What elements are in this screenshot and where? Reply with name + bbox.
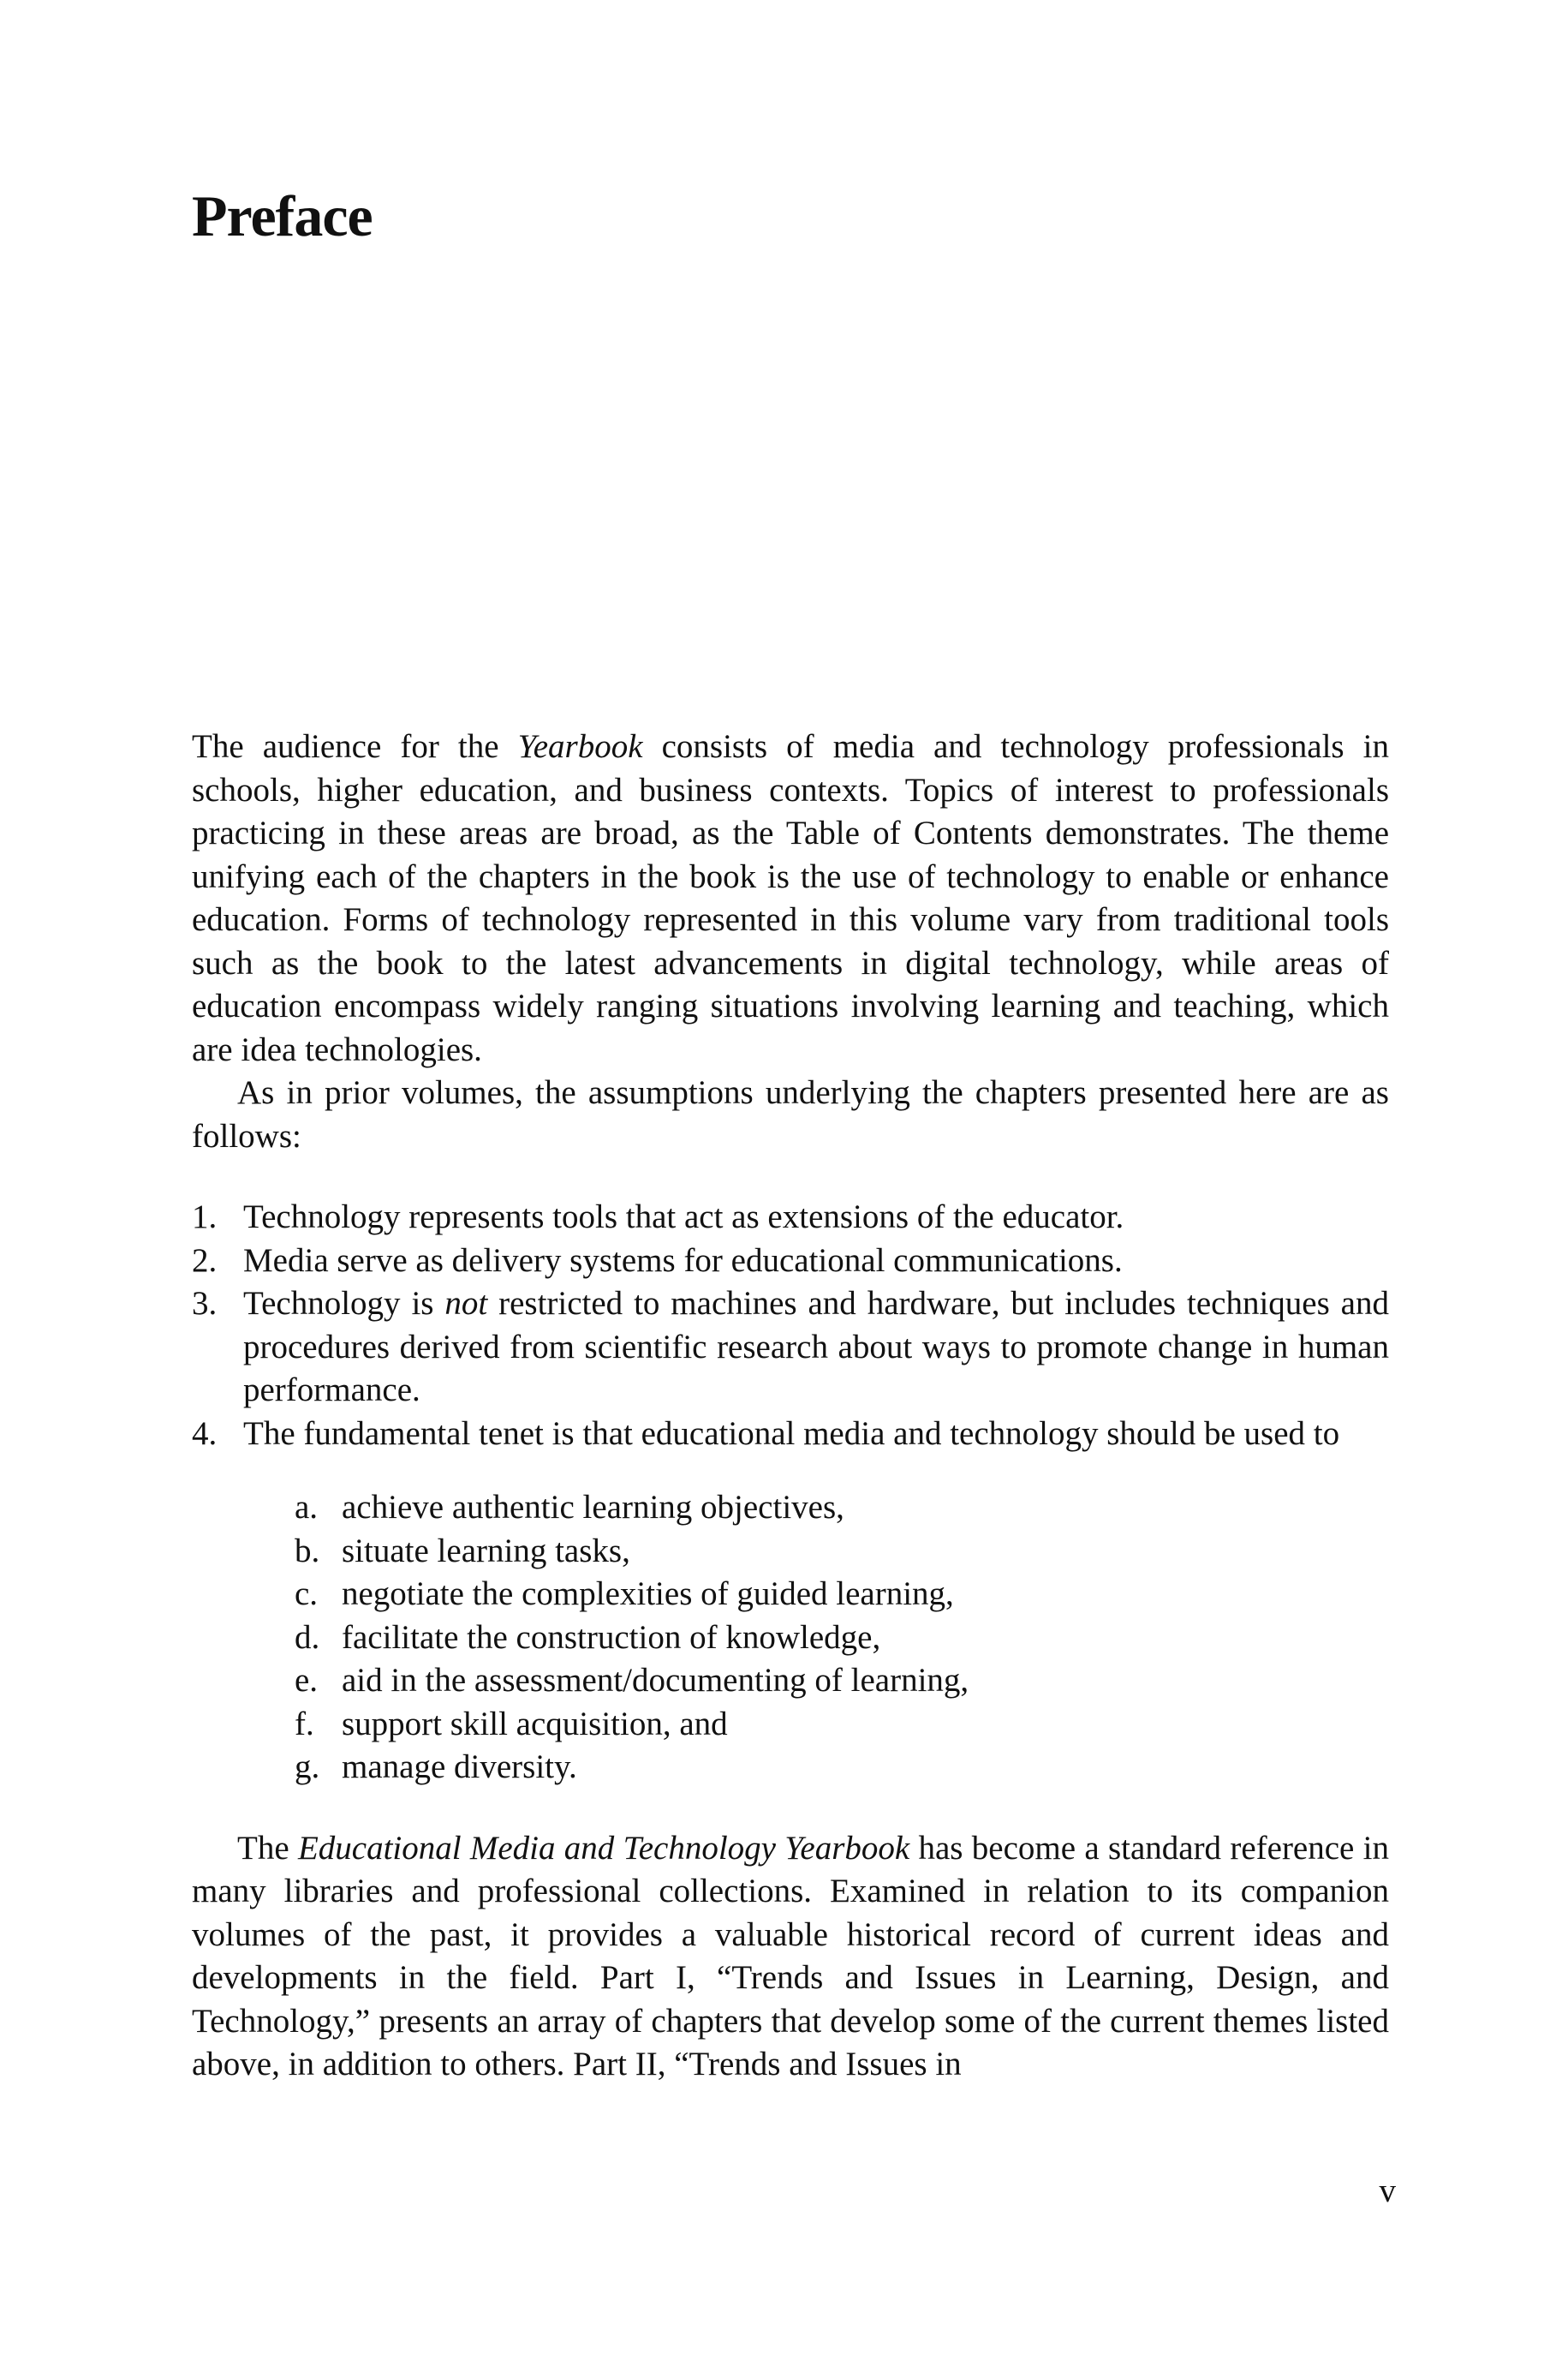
closing-text-start: The xyxy=(237,1829,298,1867)
sub-list-item xyxy=(295,1573,1389,1616)
closing-text-rest: has become a standard reference in many libraries and professional collections. Examined in relation to its companion volumes of the past, it provides a valuable historical record of current ideas and developments in the field. Part I, “Trends and Issues in Learning, Design, and Technology,” presents an array of chapters that develop some of the current themes listed above, in addition to others. Part II, “Trends and Issues in xyxy=(192,1829,1389,2082)
list-marker: 4. xyxy=(192,1414,218,1452)
sub-list-item-text: manage diversity. xyxy=(342,1748,577,1785)
sub-list-item-text: negotiate the complexities of guided learning, xyxy=(342,1575,954,1612)
assumptions-list xyxy=(192,1196,1389,1789)
closing-paragraph xyxy=(192,1827,1389,2087)
list-marker: 1. xyxy=(192,1198,218,1235)
sub-list-item-text: achieve authentic learning objectives, xyxy=(342,1489,844,1526)
list-item-text: The fundamental tenet is that educational media and technology should be used to xyxy=(243,1414,1340,1452)
intro-italic-title: Yearbook xyxy=(517,728,643,765)
page-title: Preface xyxy=(192,183,373,248)
sub-list-item xyxy=(295,1486,1389,1530)
sub-list-marker: d. xyxy=(295,1618,320,1656)
preface-body xyxy=(192,726,1389,2087)
sub-list-item xyxy=(295,1659,1389,1703)
list-marker: 3. xyxy=(192,1285,218,1322)
sub-list-item xyxy=(295,1616,1389,1660)
sub-list-item xyxy=(295,1530,1389,1574)
sub-list-item xyxy=(295,1746,1389,1789)
item-italic-word: not xyxy=(444,1285,488,1322)
sub-list-marker: b. xyxy=(295,1532,320,1569)
sub-list-item-text: situate learning tasks, xyxy=(342,1532,630,1569)
list-item xyxy=(192,1240,1389,1283)
intro-paragraph xyxy=(192,726,1389,1072)
item-text-start: Technology is xyxy=(243,1285,445,1322)
sub-list-item-text: facilitate the construction of knowledge, xyxy=(342,1618,881,1656)
sub-list-marker: a. xyxy=(295,1489,319,1526)
list-marker: 2. xyxy=(192,1241,218,1279)
sub-list-marker: c. xyxy=(295,1575,319,1612)
list-item xyxy=(192,1413,1389,1789)
sub-list-item-text: aid in the assessment/documenting of learning, xyxy=(342,1662,969,1699)
list-item xyxy=(192,1196,1389,1240)
list-item xyxy=(192,1282,1389,1413)
sub-list-marker: f. xyxy=(295,1705,314,1742)
sub-list-marker: g. xyxy=(295,1748,320,1785)
sub-list-item xyxy=(295,1703,1389,1747)
page-number: v xyxy=(1379,2172,1396,2209)
tenet-sub-list xyxy=(243,1486,1389,1789)
intro-text-start: The audience for the xyxy=(192,728,518,765)
sub-list-item-text: support skill acquisition, and xyxy=(342,1705,728,1742)
closing-italic-title: Educational Media and Technology Yearbook xyxy=(297,1829,910,1867)
intro-text-rest: consists of media and technology professionals in schools, higher education, and business contexts. Topics of interest to professionals practicing in these areas are broad, as the Table of Contents demonstrates. The theme unifying each of the chapters in the book is the use of technology to enable or enhance education. Forms of technology represented in this volume vary from traditional tools such as the book to the latest advancements in digital technology, while areas of education encompass widely ranging situations involving learning and teaching, which are idea technologies. xyxy=(192,728,1389,1068)
item-text-rest: restricted to machines and hardware, but includes techniques and procedures derived from scientific research about ways to promote change in human performance. xyxy=(243,1285,1389,1408)
list-item-text xyxy=(243,1282,1389,1413)
list-item-text: Technology represents tools that act as extensions of the educator. xyxy=(243,1198,1124,1235)
assumptions-lead-paragraph: As in prior volumes, the assumptions underlying the chapters presented here are as follows: xyxy=(192,1074,1389,1155)
sub-list-marker: e. xyxy=(295,1662,319,1699)
list-item-text: Media serve as delivery systems for educational communications. xyxy=(243,1241,1123,1279)
